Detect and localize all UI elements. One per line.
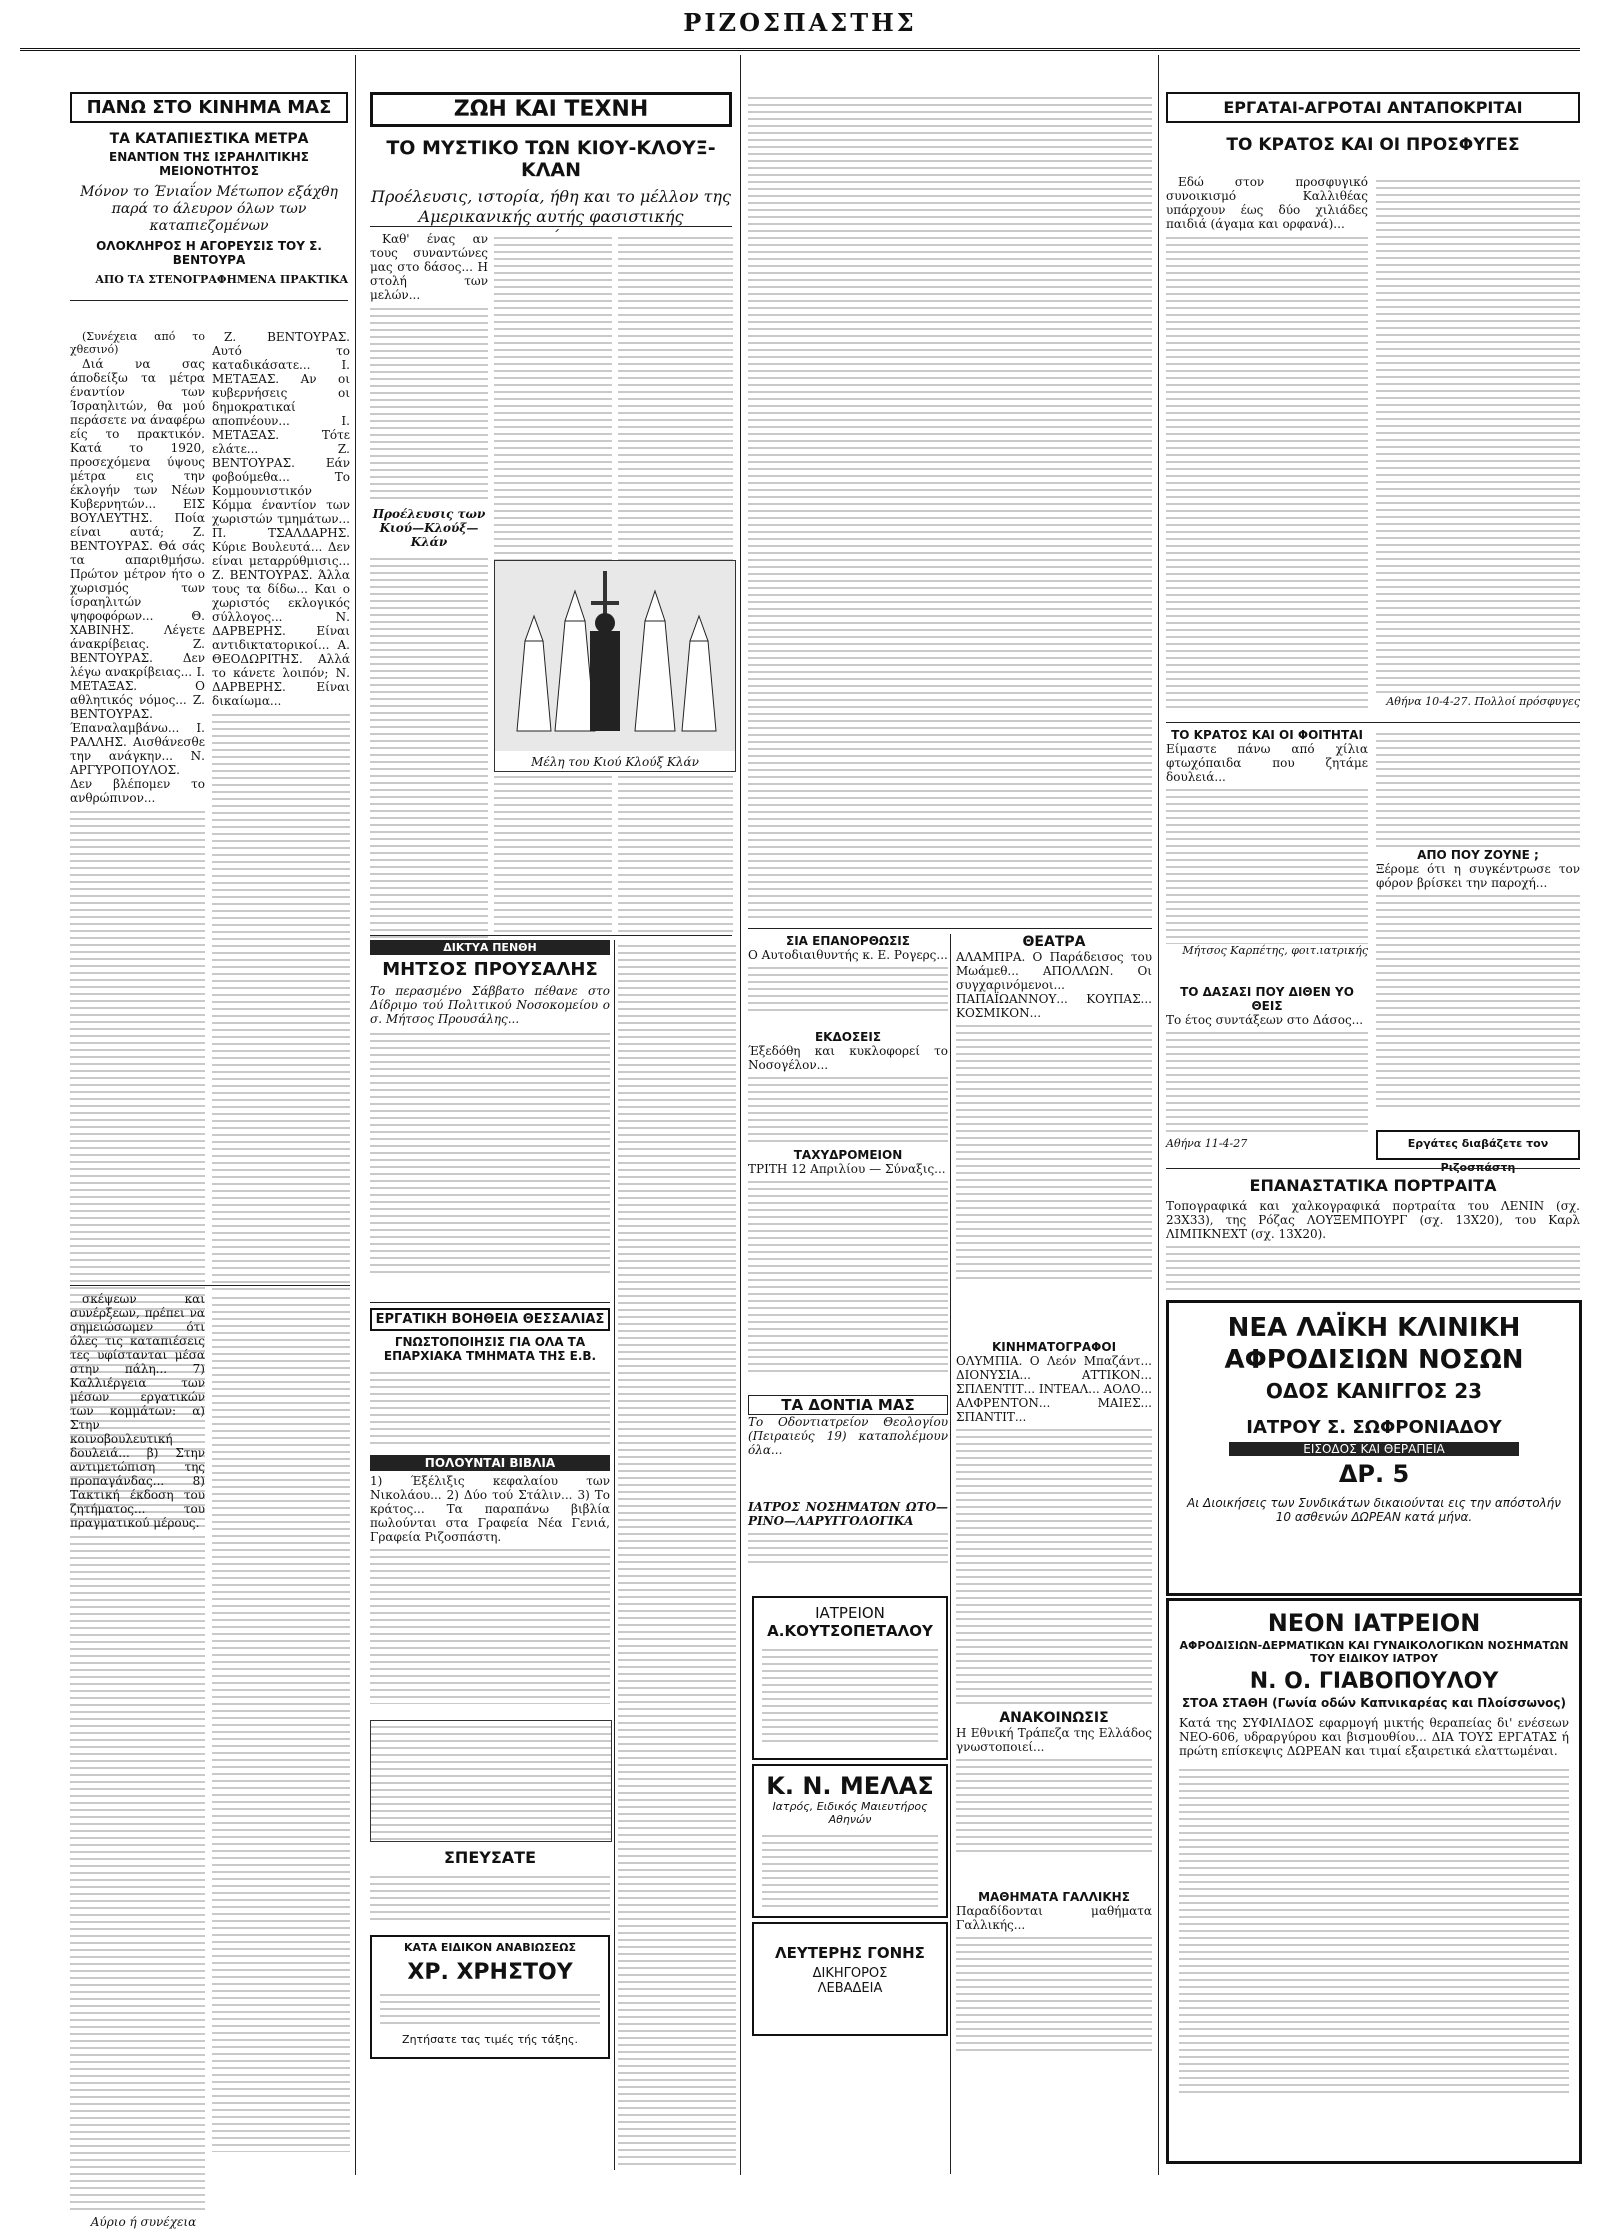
post-notice [748, 1148, 948, 1388]
wheredo-article [1376, 728, 1580, 1128]
french-header: ΜΑΘΗΜΑΤΑ ΓΑΛΛΙΚΗΣ [978, 1890, 1130, 1904]
new-clinic-address: ΣΤΟΑ ΣΤΑΘΗ (Γωνία οδών Καπνικαρέας και Πλοίσσωνος) [1181, 1696, 1567, 1710]
publications-header: ΕΚΔΟΣΕΙΣ [814, 1030, 882, 1044]
hooded-figures-icon [495, 561, 735, 751]
students-text: Είμαστε πάνω από χίλια φτωχόπαιδα που ζητάμε δουλειά... [1166, 742, 1368, 784]
cinemas-listing [956, 1340, 1152, 1700]
column-divider [355, 55, 356, 2175]
ad-christou [370, 1935, 610, 2059]
forest-article [1166, 985, 1368, 1165]
post-text: ΤΡΙΤΗ 12 Απριλίου — Σύναξις... [748, 1162, 946, 1176]
portraits-text: Τοπογραφικά και χαλκογραφικά πορτραίτα του ΛΕΝΙΝ (σχ. 23Χ33), της Ρόζας ΛΟΥΞΕΜΠΟΥΡΓ (σχ. 13Χ20), του Καρλ ΛΙΜΠΚΝΕΧΤ (σχ. 13Χ20). [1166, 1199, 1580, 1241]
lawyer-ad [752, 1922, 948, 2036]
clinic-price: ΔΡ. 5 [1338, 1460, 1410, 1488]
signature: Αθήνα 11-4-27 [1166, 1137, 1248, 1150]
melas-text: Ιατρός, Ειδικός Μαιευτήρος Αθηνών [772, 1800, 928, 1826]
theatres-header: ΘΕΑΤΡΑ [1022, 934, 1086, 950]
clinic-times: ΕΙΣΟΔΟΣ ΚΑΙ ΘΕΡΑΠΕΙΑ [1229, 1442, 1519, 1456]
hurry-notice [370, 1848, 610, 1928]
wheredo-header: ΑΠΟ ΠΟΥ ΖΟΥΝΕ ; [1417, 848, 1539, 862]
cinemas-text: ΟΛΥΜΠΙΑ. Ο Λεόν Μπαζάντ... ΔΙΟΝΥΣΙΑ... ΑΤΤΙΚΟΝ... ΣΠΛΕΝΤΙΤ... ΙΝΤΕΑΛ... ΑΟΛΟ... ΑΛΦΡΕΝΤΟΝ... ΜΑΙΕΣ... ΣΠΑΝΤΙΤ... [956, 1354, 1152, 1424]
boxed-notice [370, 1720, 612, 1842]
iatreion-label: ΙΑΤΡΕΙΟΝ [815, 1604, 885, 1622]
clinic-title: ΝΕΑ ΛΑΪΚΗ ΚΛΙΝΙΚΗ [1227, 1313, 1521, 1343]
headline: ΤΟ ΚΡΑΤΟΣ ΚΑΙ ΟΙ ΠΡΟΣΦΥΓΕΣ [1226, 135, 1520, 155]
iatreion-ad [752, 1596, 948, 1760]
headline: ΤΑ ΚΑΤΑΠΙΕΣΤΙΚΑ ΜΕΤΡΑ [109, 131, 309, 147]
continuation-note: (Συνέχεια από το χθεσινό) [70, 330, 205, 356]
union-notice [370, 1308, 610, 1448]
cinemas-header: ΚΙΝΗΜΑΤΟΓΡΑΦΟΙ [991, 1340, 1117, 1354]
books-notice [370, 1455, 610, 1715]
column-divider [1158, 55, 1159, 2175]
hurry-heading: ΣΠΕΥΣΑΤΕ [444, 1848, 536, 1867]
obituary-header: ΔΙΚΤΥΑ ΠΕΝΘΗ [370, 940, 610, 955]
theatres-text: ΑΛΑΜΠΡΑ. Ο Παράδεισος του Μωάμεθ... ΑΠΟΛΛΩΝ. Οι συγχαρινόμενοι... ΠΑΠΑΪΩΑΝΝΟΥ... ΚΟΥΠΑΣ... ΚΟΣΜΙΚΟΝ... [956, 950, 1152, 1020]
signature: Μήτσος Καρπέτης, φοιτ.ιατρικής [1182, 944, 1368, 957]
ent-doctor-ad [748, 1500, 948, 1590]
clinic-subtitle: ΑΦΡΟΔΙΣΙΩΝ ΝΟΣΩΝ [1224, 1345, 1524, 1375]
article-body-left [70, 330, 205, 1280]
article-body-right [212, 330, 350, 1280]
section-header: ΕΡΓΑΤΑΙ-ΑΓΡΟΤΑΙ ΑΝΤΑΠΟΚΡΙΤΑΙ [1166, 92, 1580, 123]
kkk-illustration [494, 560, 736, 772]
clinic-address: ΟΔΟΣ ΚΑΝΙΓΓΟΣ 23 [1265, 1379, 1483, 1403]
correction-notice [748, 934, 948, 1024]
article-text: Καθ' ένας αν τους συναντώνες μας στο δάσος... Η στολή των μελών... [370, 232, 488, 302]
forest-text: Το έτος συντάξεων στο Δάσος... [1166, 1013, 1364, 1027]
headline-italic: Μόνον το Ένιαΐον Μέτωπον εξάχθη παρά το άλευρον όλων των καταπιεζομένων [80, 184, 338, 234]
article-column [1376, 175, 1580, 720]
post-header: ΤΑΧΥΔΡΟΜΕΙΟΝ [793, 1148, 903, 1162]
article-text: σκέψεων και συνέρξεων, πρέπει να σημειώσωμεν ότι όλες τις καταπιέσεις τες υφίστανται μέσα στην πάλη... 7) Καλλιέργεια των μέσων εργατικών των κομμάτων: α) Στην κοινοβουλευτική δουλειά... β) Στην αντιμετώπιση της προπαγάνδας... 8) Τακτική έκδοση του ζητήματος... του πραγματικού μέρους. [70, 1292, 205, 1530]
continued-note: Αύριο ή συνέχεια [90, 2215, 197, 2229]
announcements [956, 1710, 1152, 1880]
masthead-rule [20, 48, 1580, 51]
books-list: 1) Έξέλιξις κεφαλαίου των Νικολάου... 2) Δύο τού Στάλιν... 3) Το κράτος... Τα παραπάνω βιβλία πωλούνται στα Γραφεία Νέα Γενιά, Γραφεία Ριζοσπάστη. [370, 1474, 610, 1544]
new-clinic-doctor: Ν. Ο. ΓΙΑΒΟΠΟΥΛΟΥ [1249, 1669, 1499, 1694]
union-title: ΓΝΩΣΤΟΠΟΙΗΣΙΣ ΓΙΑ ΟΛΑ ΤΑ ΕΠΑΡΧΙΑΚΑ ΤΜΗΜΑΤΑ ΤΗΣ Ε.Β. [383, 1335, 597, 1363]
french-text: Παραδίδονται μαθήματα Γαλλικής... [956, 1904, 1152, 1932]
new-clinic-subtitle: ΑΦΡΟΔΙΣΙΩΝ-ΔΕΡΜΑΤΙΚΩΝ ΚΑΙ ΓΥΝΑΙΚΟΛΟΓΙΚΩΝ ΝΟΣΗΜΑΤΩΝ ΤΟΥ ΕΙΔΙΚΟΥ ΙΑΤΡΟΥ [1179, 1639, 1569, 1665]
announcements-header: ΑΝΑΚΟΙΝΩΣΙΣ [999, 1710, 1109, 1726]
lawyer-city: ΛΕΒΑΔΕΙΑ [817, 1981, 883, 1996]
books-header: ΠΟΛΟΥΝΤΑΙ ΒΙΒΛΙΑ [370, 1455, 610, 1471]
obituary-text: Το περασμένο Σάββατο πέθανε στο Δίδριμο τού Πολιτικού Νοσοκομείου ο σ. Μήτσος Προυσάλης... [370, 984, 610, 1026]
obituary-name: ΜΗΤΣΟΣ ΠΡΟΥΣΑΛΗΣ [382, 959, 598, 980]
lawyer-title: ΔΙΚΗΓΟΡΟΣ [812, 1966, 888, 1981]
text-filler [70, 1531, 205, 2211]
new-clinic-body: Κατά της ΣΥΦΙΛΙΔΟΣ εφαρμογή μικτής θεραπείας δι' ενέσεων ΝΕΟ-606, υδραργύρου και βισμουθίου... ΔΙΑ ΤΟΥΣ ΕΡΓΑΤΑΣ ή πρώτη επίσκεψις ΔΩΡΕΑΝ και τιμαί εξαιρετικά ελαττωμέναι. [1179, 1716, 1569, 1758]
teeth-notice [748, 1395, 948, 1495]
article-column [370, 232, 488, 932]
headline: ΤΟ ΜΥΣΤΙΚΟ ΤΩΝ ΚΙΟΥ-ΚΛΟΥΞ-ΚΛΑΝ [386, 137, 716, 181]
iatreion-doctor: Α.ΚΟΥΤΣΟΠΕΤΑΛΟΥ [767, 1622, 933, 1640]
ad-text: Ζητήσατε τας τιμές τής τάξης. [402, 2033, 578, 2046]
headline-secondary: ΕΝΑΝΤΙΟΝ ΤΗΣ ΙΣΡΑΗΛΙΤΙΚΗΣ ΜΕΙΟΝΟΤΗΤΟΣ [109, 150, 309, 178]
section-header: ΠΑΝΩ ΣΤΟ ΚΙΝΗΜΑ ΜΑΣ [70, 92, 348, 123]
union-header: ΕΡΓΑΤΙΚΗ ΒΟΗΘΕΙΑ ΘΕΣΣΑΛΙΑΣ [370, 1308, 610, 1331]
column-divider [740, 55, 741, 2175]
article-column [1166, 175, 1368, 720]
correction-text: Ο Αυτοδιαιθυντής κ. Ε. Ρογερς... [748, 948, 948, 962]
announcements-text: Η Εθνική Τράπεζα της Ελλάδος γνωστοποιεί... [956, 1726, 1152, 1754]
ad-top: ΚΑΤΑ ΕΙΔΙΚΟΝ ΑΝΑΒΙΩΣΕΩΣ [404, 1941, 576, 1954]
subhead: ΑΠΟ ΤΑ ΣΤΕΝΟΓΡΑΦΗΜΕΝΑ ΠΡΑΚΤΙΚΑ [95, 273, 348, 286]
article-text: Διά να σας άποδείξω τα μέτρα έναντίον των Ίσραηλιτών, θα μού περάσετε να άναφέρω είς το πρακτικόν. Κατά το 1920, προσεχόμενα ύψους μέτρα εις την έκλογήν των Νέων Κυβερνητών... ΕΙΣ ΒΟΥΛΕΥΤΗΣ. Ποία είναι αυτά; Ζ. ΒΕΝΤΟΥΡΑΣ. Θά σάς τα απαριθμήσω. Πρώτον μέτρον ήτο ο χωρισμός των ίσραηλιτών ψηφοφόρων... Θ. ΧΑΒΙΝΗΣ. Λέγετε άνακρίβειας. Ζ. ΒΕΝΤΟΥΡΑΣ. Δεν λέγω ανακρίβειας... Ι. ΜΕΤΑΞΑΣ. Ο αθλητικός νόμος... Ζ. ΒΕΝΤΟΥΡΑΣ. Έπαναλαμβάνω... Ι. ΡΑΛΛΗΣ. Αισθάνεσθε την ανάγκην... Ν. ΑΡΓΥΡΟΠΟΥΛΟΣ. Δεν βλέπομεν το ανθρώπινον... [70, 357, 205, 805]
theatres-listing [956, 934, 1152, 1334]
wheredo-text: Ξέρομε ότι η συγκέντρωσε τον φόρον βρίσκει την παροχή... [1376, 862, 1580, 890]
new-clinic-ad [1166, 1598, 1582, 2164]
forest-header: ΤΟ ΔΑΣΑΣΙ ΠΟΥ ΔΙΘΕΝ ΥΟ ΘΕΙΣ [1180, 985, 1354, 1013]
new-clinic-title: ΝΕΟΝ ΙΑΤΡΕΙΟΝ [1267, 1609, 1481, 1637]
correction-header: ΣΙΑ ΕΠΑΝΟΡΘΩΣΙΣ [786, 934, 910, 948]
ent-doctor-text: ΙΑΤΡΟΣ ΝΟΣΗΜΑΤΩΝ ΩΤΟ—ΡΙΝΟ—ΛΑΡΥΓΓΟΛΟΓΙΚΑ [748, 1500, 948, 1528]
continuation-column [618, 940, 736, 2170]
masthead: ΡΙΖΟΣΠΑΣΤΗΣ [683, 8, 917, 37]
lawyer-name: ΛΕΥΤΕΡΗΣ ΓΟΝΗΣ [775, 1944, 925, 1962]
headline-tertiary: ΟΛΟΚΛΗΡΟΣ Η ΑΓΟΡΕΥΣΙΣ ΤΟΥ Σ. ΒΕΝΤΟΥΡΑ [96, 239, 322, 267]
clinic-doctor: ΙΑΤΡΟΥ Σ. ΣΩΦΡΟΝΙΑΔΟΥ [1246, 1417, 1502, 1438]
obituary [370, 940, 610, 1300]
section-header: ΖΩΗ ΚΑΙ ΤΕΧΝΗ [370, 92, 732, 127]
clinic-ad [1166, 1300, 1582, 1596]
teeth-text: Το Οδοντιατρείον Θεολογίου (Πειραιεύς 19) καταπολέμουν όλα... [748, 1415, 948, 1457]
image-caption: Μέλη του Κιού Κλούξ Κλάν [531, 755, 699, 769]
publications-text: Έξεδόθη και κυκλοφορεί το Νοσογέλον... [748, 1044, 948, 1072]
portraits-header: ΕΠΑΝΑΣΤΑΤΙΚΑ ΠΟΡΤΡΑΙΤΑ [1249, 1176, 1497, 1195]
french-lessons [956, 1890, 1152, 2070]
students-article [1166, 728, 1368, 978]
article-text: Ζ. ΒΕΝΤΟΥΡΑΣ. Αυτό το καταδικάσατε... Ι. ΜΕΤΑΞΑΣ. Αν οι κυβερνήσεις οι δημοκρατικαί αποπνέουν... Ι. ΜΕΤΑΞΑΣ. Τότε ελάτε... Ζ. ΒΕΝΤΟΥΡΑΣ. Εάν φοβούμεθα... Το Κομμουνιστικόν Κόμμα έναντίον των χωριστών τμημάτων... Π. ΤΣΑΛΔΑΡΗΣ. Κύριε Βουλευτά... Δεν είναι μεταρρύθμισις... Ζ. ΒΕΝΤΟΥΡΑΣ. Άλλα τους τα δίδω... Και ο χωριστός εκλογικός σύλλογος... Ν. ΔΑΡΒΕΡΗΣ. Είναι αντιδικτατορικοί... Α. ΘΕΟΔΩΡΙΤΗΣ. Αλλά το κάνετε λοιπόν; Ν. ΔΑΡΒΕΡΗΣ. Είναι δικαίωμα... [212, 330, 350, 708]
melas-ad [752, 1764, 948, 1918]
subhead: Προέλευσις, ιστορία, ήθη και το μέλλον της Αμερικανικής αυτής φασιστικής [371, 187, 731, 226]
melas-name: Κ. Ν. ΜΕΛΑΣ [766, 1772, 934, 1800]
article-text: Εδώ στον προσφυγικό συνοικισμό Καλλιθέας υπάρχουν έως δύο χιλιάδες παιδιά (άγαμα και ορφανά)... [1166, 175, 1368, 231]
article-continuation [748, 92, 1152, 922]
text-filler [212, 1292, 350, 2152]
signature: Αθήνα 10-4-27. Πολλοί πρόσφυγες [1386, 695, 1580, 708]
ad-name: ΧΡ. ΧΡΗΣΤΟΥ [407, 1960, 573, 1985]
motto-banner: Εργάτες διαβάζετε τον Ριζοσπάστη [1376, 1130, 1580, 1160]
section-subhead: Προέλευσις των Κιού—Κλούξ—Κλάν [372, 507, 486, 549]
students-header: ΤΟ ΚΡΑΤΟΣ ΚΑΙ ΟΙ ΦΟΙΤΗΤΑΙ [1171, 728, 1363, 742]
article-body-bottom [70, 1292, 205, 2229]
clinic-note: Αι Διοικήσεις των Συνδικάτων δικαιούνται εις την απόστολήν 10 ασθενών ΔΩΡΕΑΝ κατά μήνα. [1187, 1496, 1561, 1524]
portraits-notice [1166, 1176, 1580, 1296]
teeth-header: ΤΑ ΔΟΝΤΙΑ ΜΑΣ [748, 1395, 948, 1415]
publications-notice [748, 1030, 948, 1140]
